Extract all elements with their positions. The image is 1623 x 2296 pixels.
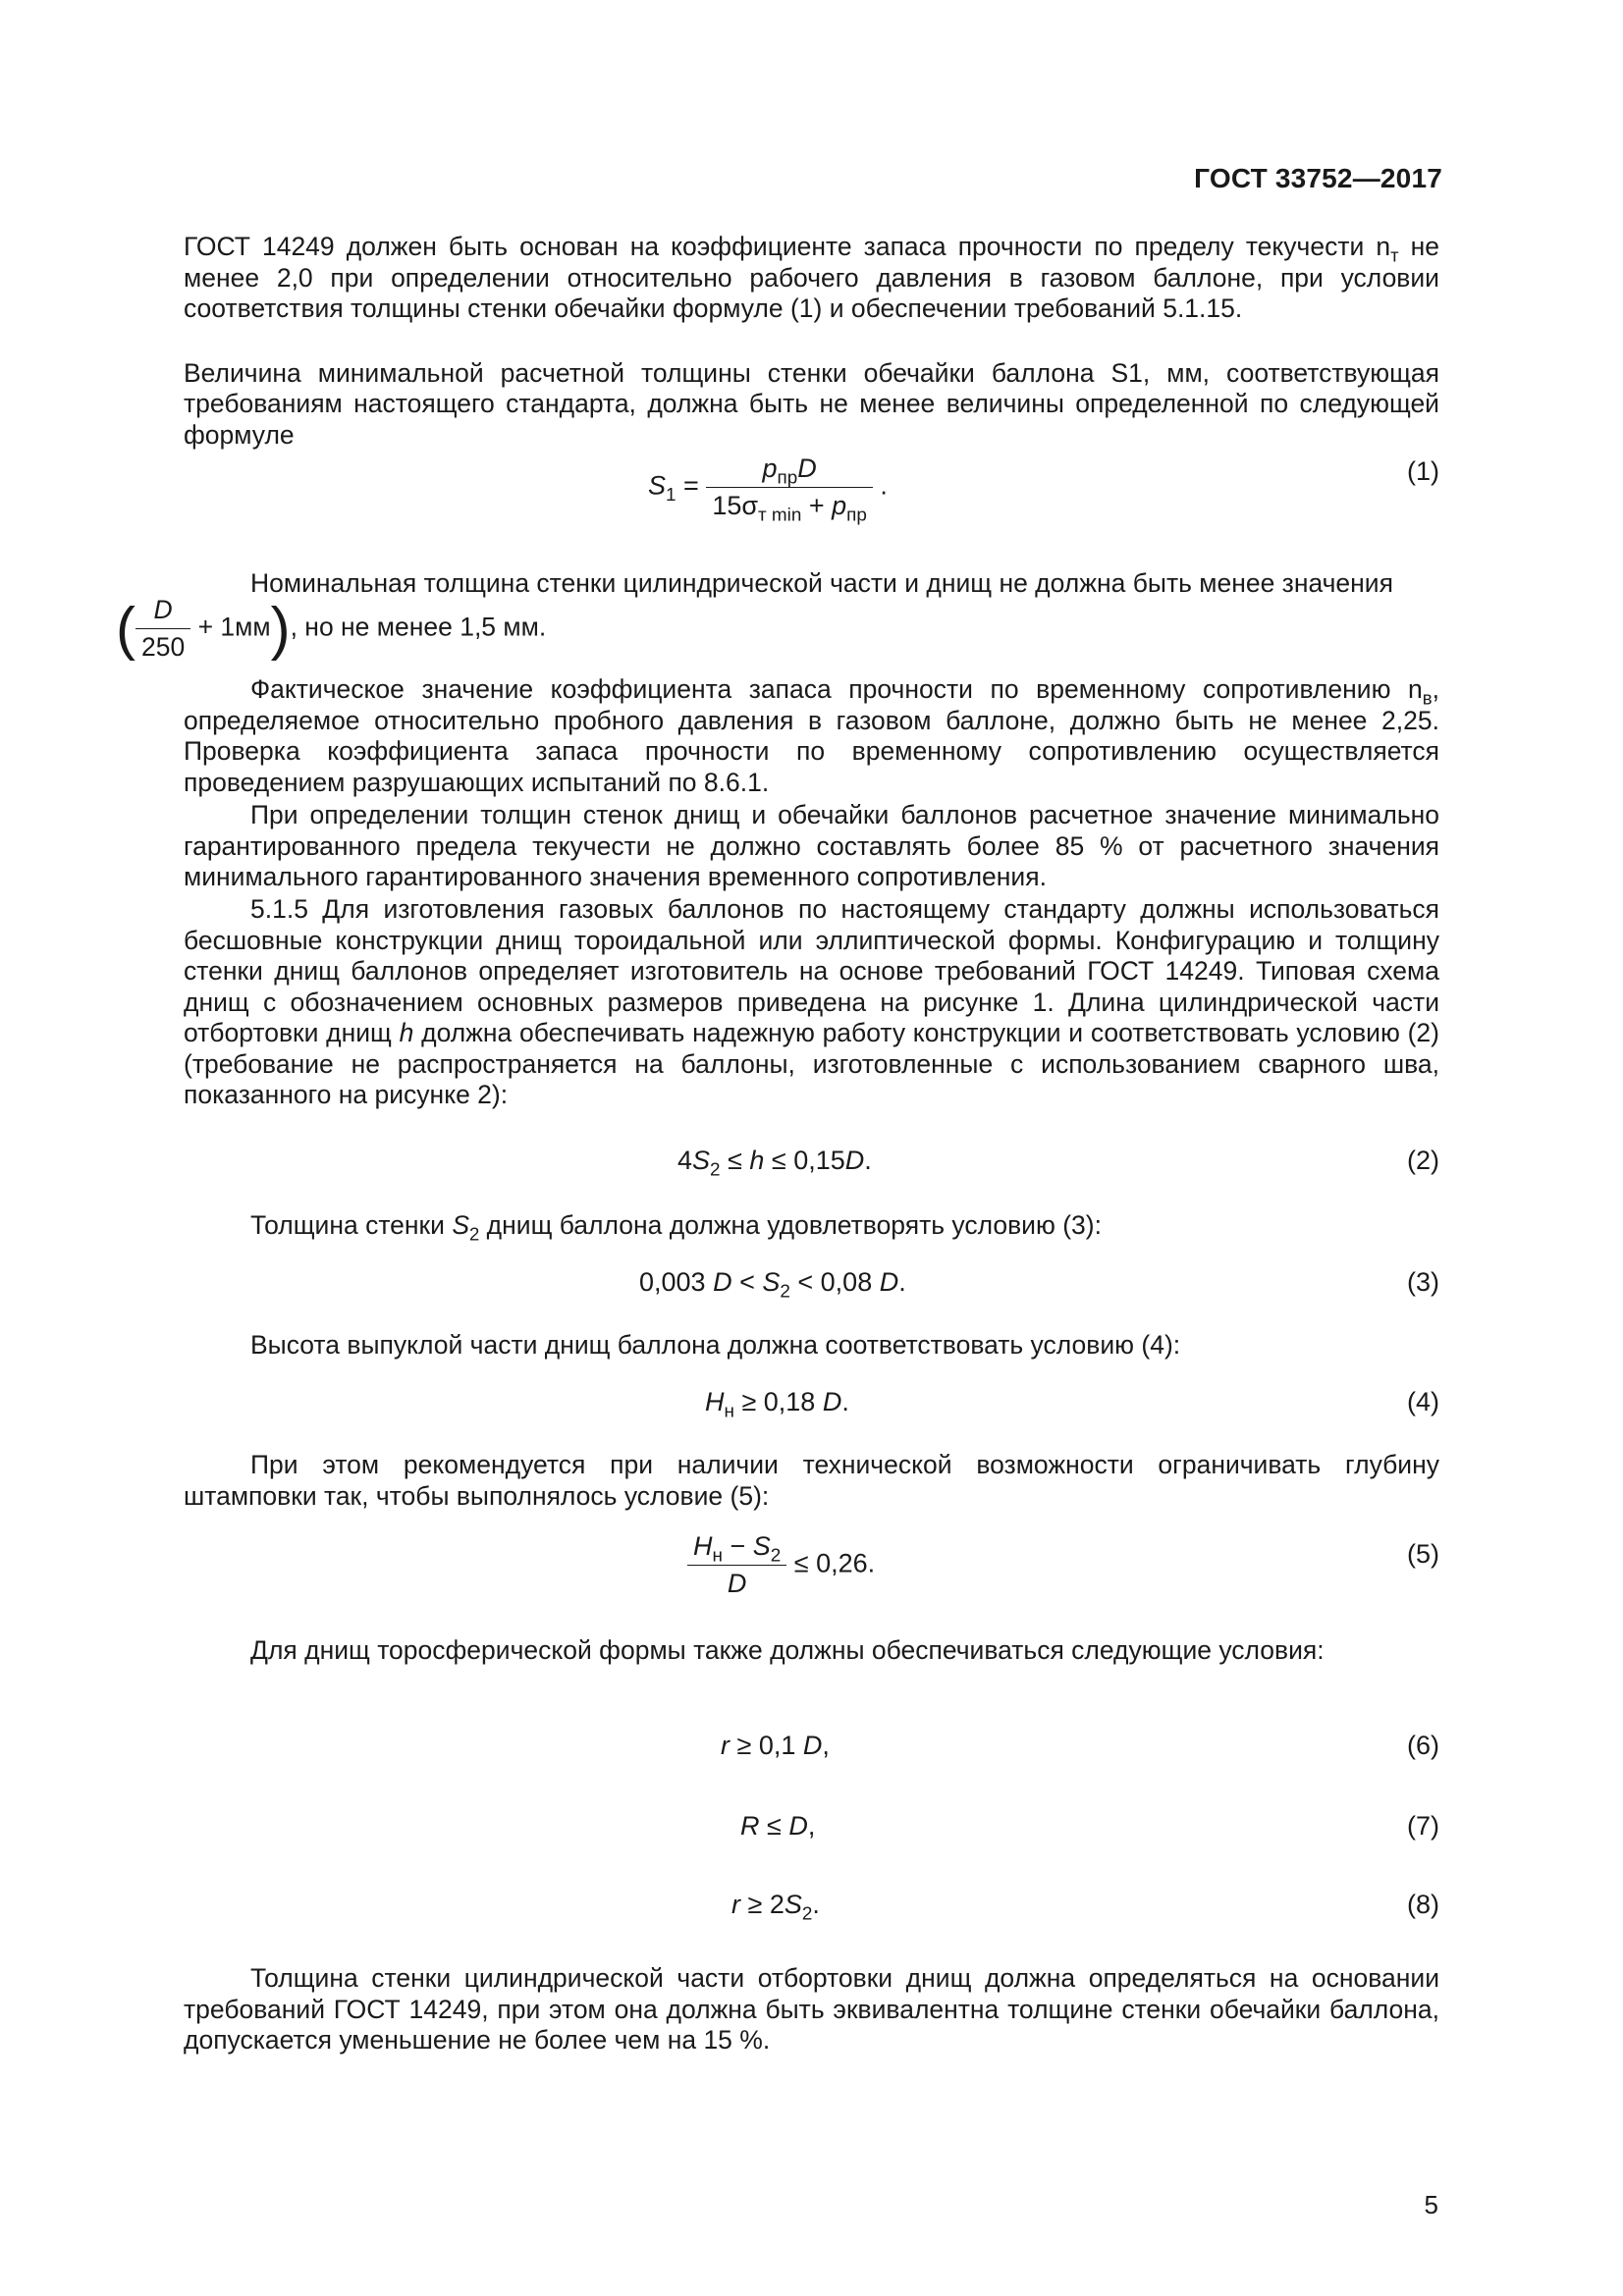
equation-5: $\frac{H_н - S_2}{D}$ ≤ 0,26. (687, 1531, 875, 1599)
page-number: 5 (1424, 2190, 1438, 2219)
equation-3: 0,003 $D < S_2 < 0,08$ D. (639, 1267, 906, 1303)
equation-number-5: (5) (1407, 1539, 1439, 1569)
equation-6: r ≥ 0,1 D, (721, 1731, 830, 1760)
nominal-thickness-expression: ( $\frac{D}{250}$ + 1мм), но не менее 1,5 мм. (116, 595, 547, 662)
paragraph-2: Величина минимальной расчетной толщины стенки обечайки баллона S1, мм, соответствующая требованиям настоящего стандарта, должна быть не менее величины определенной по следующей формуле (184, 357, 1439, 450)
equation-7: R ≤ D, (740, 1811, 816, 1841)
equation-number-8: (8) (1407, 1890, 1439, 1919)
equation-4: $H_н \ge 0,18$ D. (705, 1387, 849, 1422)
paragraph-11: Толщина стенки цилиндрической части отбортовки днищ должна определяться на основании требований ГОСТ 14249, при этом она должна быть эквивалентна толщине стенки обечайки баллона, допускается уменьшение не более чем на 15 %. (184, 1963, 1439, 2055)
equation-number-4: (4) (1407, 1387, 1439, 1416)
paragraph-6: 5.1.5 Для изготовления газовых баллонов по настоящему стандарту должны использоваться бесшовные конструкции днищ тороидальной или эллиптической формы. Конфигурацию и толщину стенки днищ баллонов определяет изготовитель на основе требований ГОСТ 14249. Типовая схема днищ с обозначением основных размеров приведена на рисунке 1. Длина цилиндрической части отбортовки днищ h должна обеспечивать надежную работу конструкции и соответствовать условию (2) (требование не распространяется на баллоны, изготовленные с использованием сварного шва, показанного на рисунке 2): (184, 894, 1439, 1109)
document-header: ГОСТ 33752—2017 (1194, 163, 1442, 193)
equation-1-fraction: $\frac{p_{пр}D}{15\sigma_{т min} + p_{пр}}$ (706, 454, 873, 521)
paragraph-7: Толщина стенки $S_2$ днищ баллона должна удовлетворять условию (3): (250, 1210, 1102, 1245)
equation-number-7: (7) (1407, 1811, 1439, 1841)
equation-number-2: (2) (1407, 1146, 1439, 1175)
paragraph-8: Высота выпуклой части днищ баллона должна соответствовать условию (4): (250, 1330, 1181, 1360)
paragraph-5: При определении толщин стенок днищ и обечайки баллонов расчетное значение минимально гарантированного предела текучести не должно составлять более 85 % от расчетного значения минимального гарантированного значения временного сопротивления. (184, 800, 1439, 891)
equation-8: $r \ge 2S_2$. (731, 1890, 820, 1925)
paragraph-1: ГОСТ 14249 должен быть основан на коэффициенте запаса прочности по пределу текучести $n_т$ не менее 2,0 при определении относительно рабочего давления в газовом баллоне, при условии соответствия толщины стенки обечайки формуле (1) и обеспечении требований 5.1.15. (184, 232, 1439, 323)
equation-number-6: (6) (1407, 1731, 1439, 1760)
paragraph-9: При этом рекомендуется при наличии технической возможности ограничивать глубину штамповки так, чтобы выполнялось условие (5): (184, 1450, 1439, 1511)
equation-number-3: (3) (1407, 1267, 1439, 1297)
equation-number-1: (1) (1407, 456, 1439, 486)
equation-1: $S_1$ = $\frac{p_{пр}D}{15\sigma_{т min} + p_{пр}}$ . (648, 454, 888, 526)
paragraph-10: Для днищ торосферической формы также должны обеспечиваться следующие условия: (250, 1635, 1325, 1665)
equation-5-fraction: $\frac{H_н - S_2}{D}$ (687, 1531, 786, 1599)
equation-2: $4S_2 \le h \le 0,15D$. (677, 1146, 872, 1181)
paragraph-3: Номинальная толщина стенки цилиндрической части и днищ не должна быть менее значения (250, 568, 1393, 598)
paragraph-4: Фактическое значение коэффициента запаса прочности по временному сопротивлению $n_в$, определяемое относительно пробного давления в газовом баллоне, должно быть не менее 2,25. Проверка коэффициента запаса прочности по временному сопротивлению осуществляется проведением разрушающих испытаний по 8.6.1. (184, 674, 1439, 797)
